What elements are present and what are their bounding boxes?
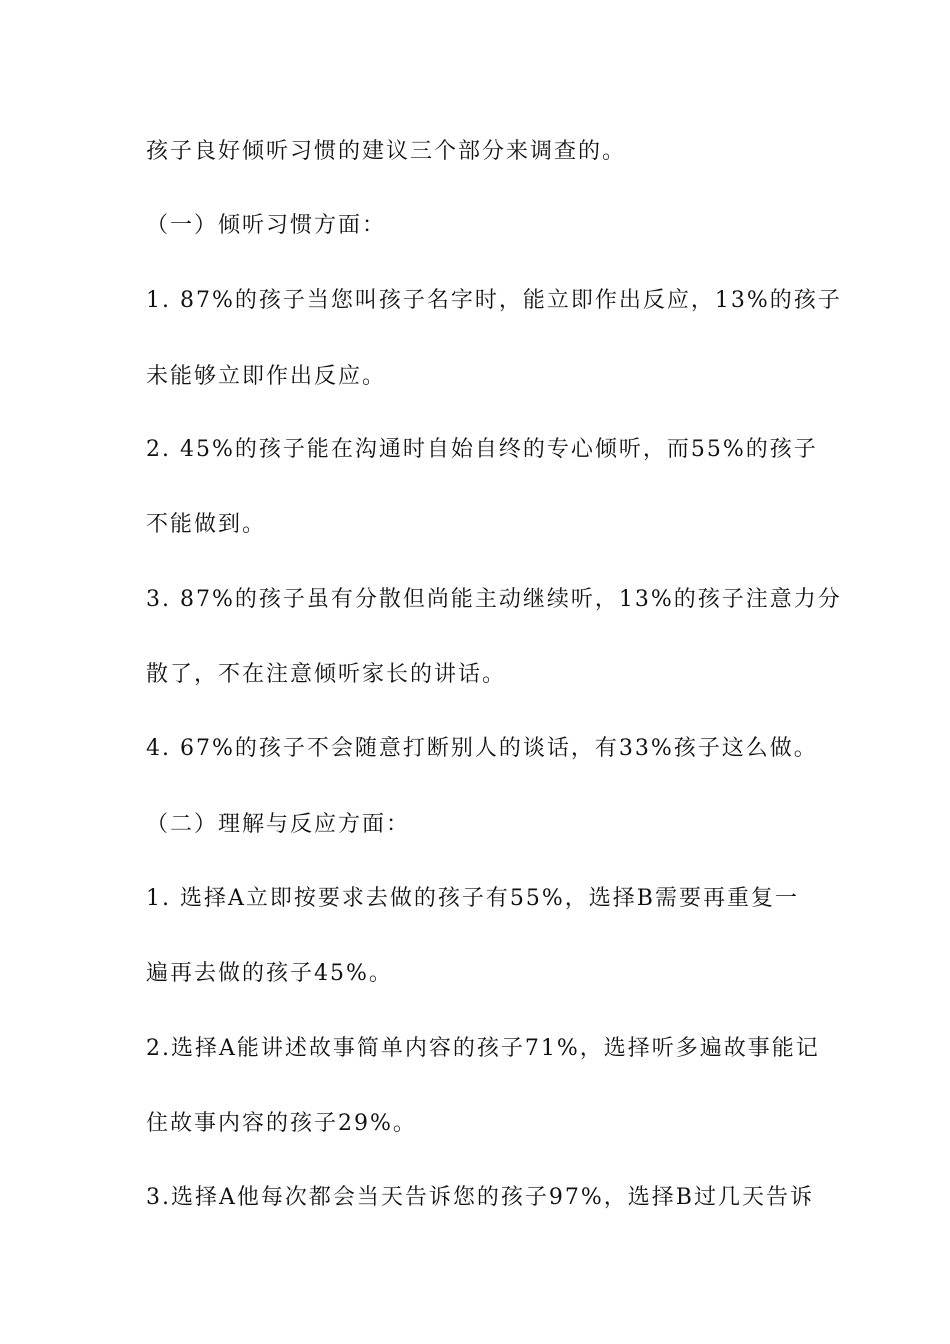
- text-line: 4. 67%的孩子不会随意打断别人的谈话，有33%孩子这么做。: [146, 736, 818, 761]
- text-line: 住故事内容的孩子29%。: [146, 1111, 417, 1136]
- text-line: 2.选择A能讲述故事简单内容的孩子71%，选择听多遍故事能记: [146, 1036, 820, 1061]
- text-line: 不能做到。: [146, 512, 267, 537]
- section-heading: （一）倾听习惯方面：: [146, 213, 387, 238]
- text-line: 2. 45%的孩子能在沟通时自始自终的专心倾听，而55%的孩子: [146, 437, 818, 462]
- text-line: 1. 87%的孩子当您叫孩子名字时，能立即作出反应，13%的孩子: [146, 288, 842, 313]
- text-line: 3. 87%的孩子虽有分散但尚能主动继续听，13%的孩子注意力分: [146, 587, 842, 612]
- text-line: 3.选择A他每次都会当天告诉您的孩子97%，选择B过几天告诉: [146, 1185, 814, 1210]
- text-line: 遍再去做的孩子45%。: [146, 961, 393, 986]
- section-heading: （二）理解与反应方面：: [146, 812, 411, 837]
- text-line: 孩子良好倾听习惯的建议三个部分来调查的。: [146, 139, 627, 164]
- text-line: 1. 选择A立即按要求去做的孩子有55%，选择B需要再重复一: [146, 886, 799, 911]
- text-line: 散了，不在注意倾听家长的讲话。: [146, 662, 507, 687]
- text-line: 未能够立即作出反应。: [146, 364, 387, 389]
